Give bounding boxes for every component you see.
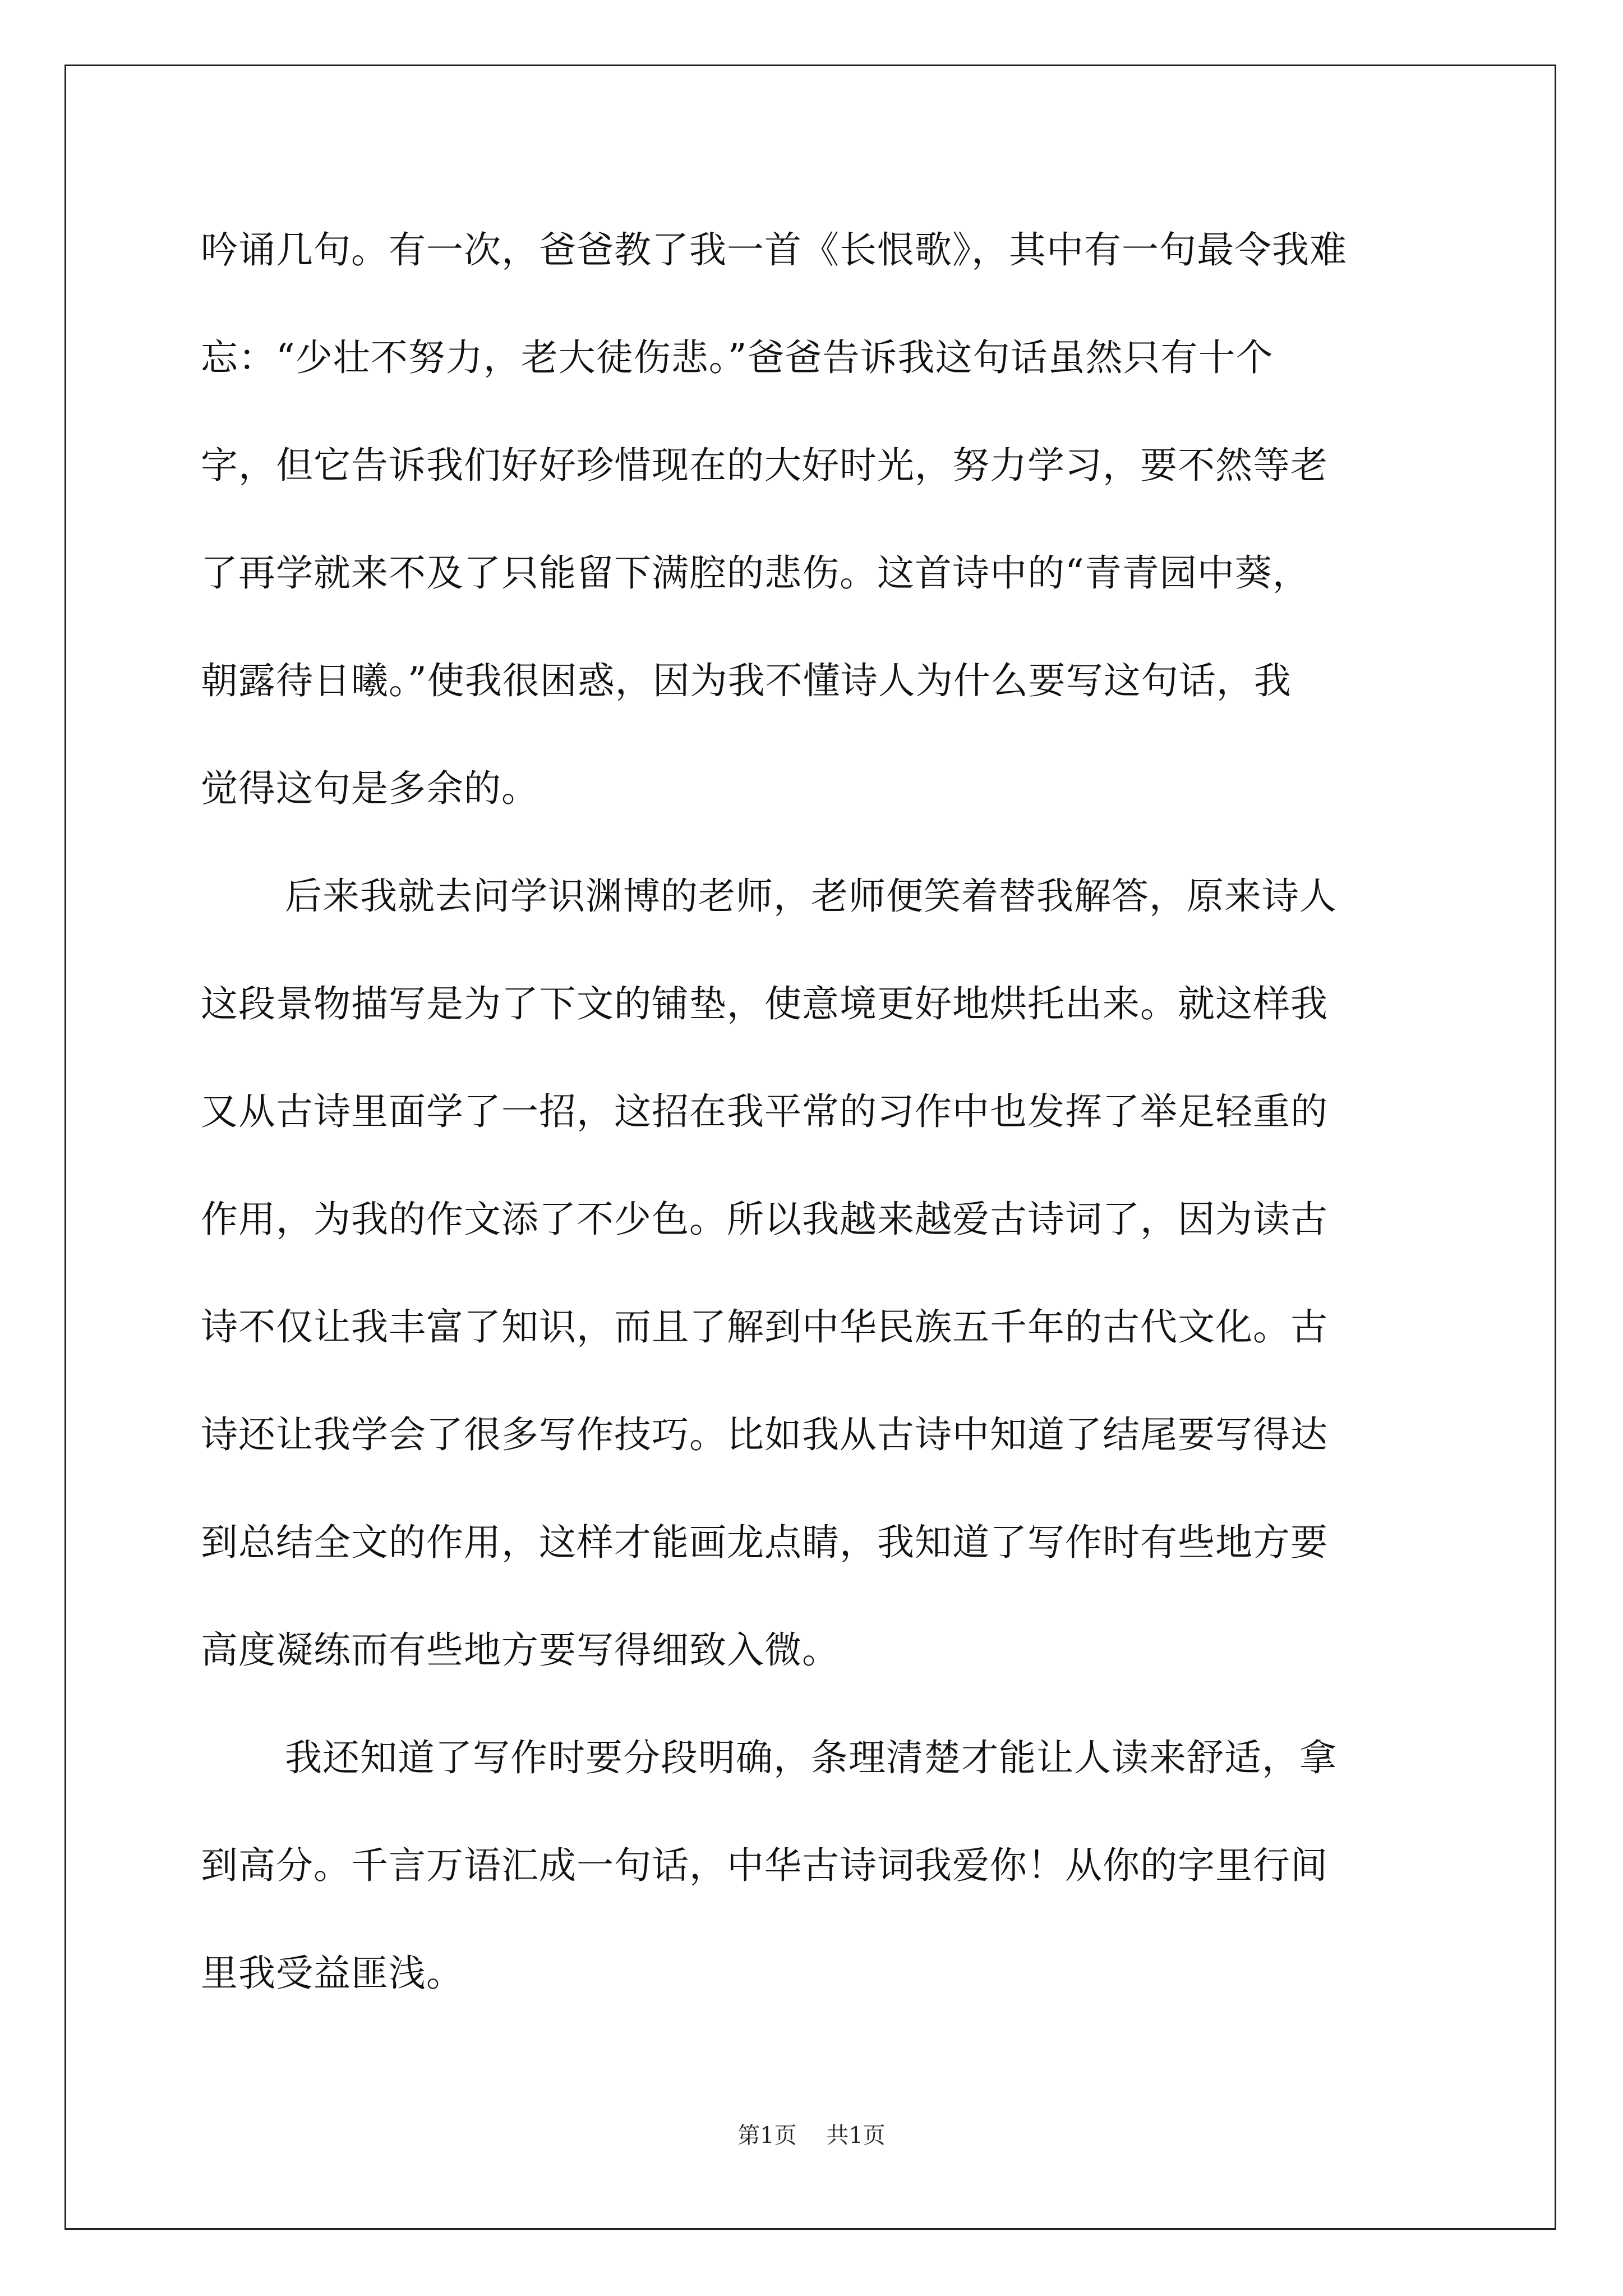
page-footer <box>0 2118 1623 2150</box>
text-line: 到高分。千言万语汇成一句话，中华古诗词我爱你！从你的字里行间 <box>201 1844 1328 1887</box>
text-line: 我还知道了写作时要分段明确，条理清楚才能让人读来舒适，拿 <box>285 1736 1337 1779</box>
text-line: 了再学就来不及了只能留下满腔的悲伤。这首诗中的“青青园中葵， <box>201 551 1310 595</box>
text-line: 吟诵几句。有一次，爸爸教了我一首《长恨歌》，其中有一句最令我难 <box>201 228 1347 272</box>
text-line: 后来我就去问学识渊博的老师，老师便笑着替我解答，原来诗人 <box>285 875 1337 918</box>
text-line: 诗不仅让我丰富了知识，而且了解到中华民族五千年的古代文化。古 <box>201 1305 1328 1349</box>
page-total: 共1页 <box>826 2123 886 2148</box>
text-lines <box>201 196 1435 2027</box>
text-line: 觉得这句是多余的。 <box>201 767 539 810</box>
text-line: 里我受益匪浅。 <box>201 1952 464 1995</box>
text-line: 这段景物描写是为了下文的铺垫，使意境更好地烘托出来。就这样我 <box>201 982 1328 1025</box>
page-number: 第1页 <box>737 2123 797 2148</box>
text-line: 高度凝练而有些地方要写得细致入微。 <box>201 1628 840 1672</box>
text-line: 字，但它告诉我们好好珍惜现在的大好时光，努力学习，要不然等老 <box>201 444 1328 487</box>
text-line: 作用，为我的作文添了不少色。所以我越来越爱古诗词了，因为读古 <box>201 1198 1328 1241</box>
text-line: 诗还让我学会了很多写作技巧。比如我从古诗中知道了结尾要写得达 <box>201 1413 1328 1456</box>
text-line: 忘：“少壮不努力，老大徒伤悲。”爸爸告诉我这句话虽然只有十个 <box>201 336 1274 379</box>
text-line: 朝露待日曦。”使我很困惑，因为我不懂诗人为什么要写这句话，我 <box>201 659 1292 702</box>
text-line: 到总结全文的作用，这样才能画龙点睛，我知道了写作时有些地方要 <box>201 1521 1328 1564</box>
document-body <box>201 196 1435 2027</box>
text-line: 又从古诗里面学了一招，这招在我平常的习作中也发挥了举足轻重的 <box>201 1090 1328 1133</box>
